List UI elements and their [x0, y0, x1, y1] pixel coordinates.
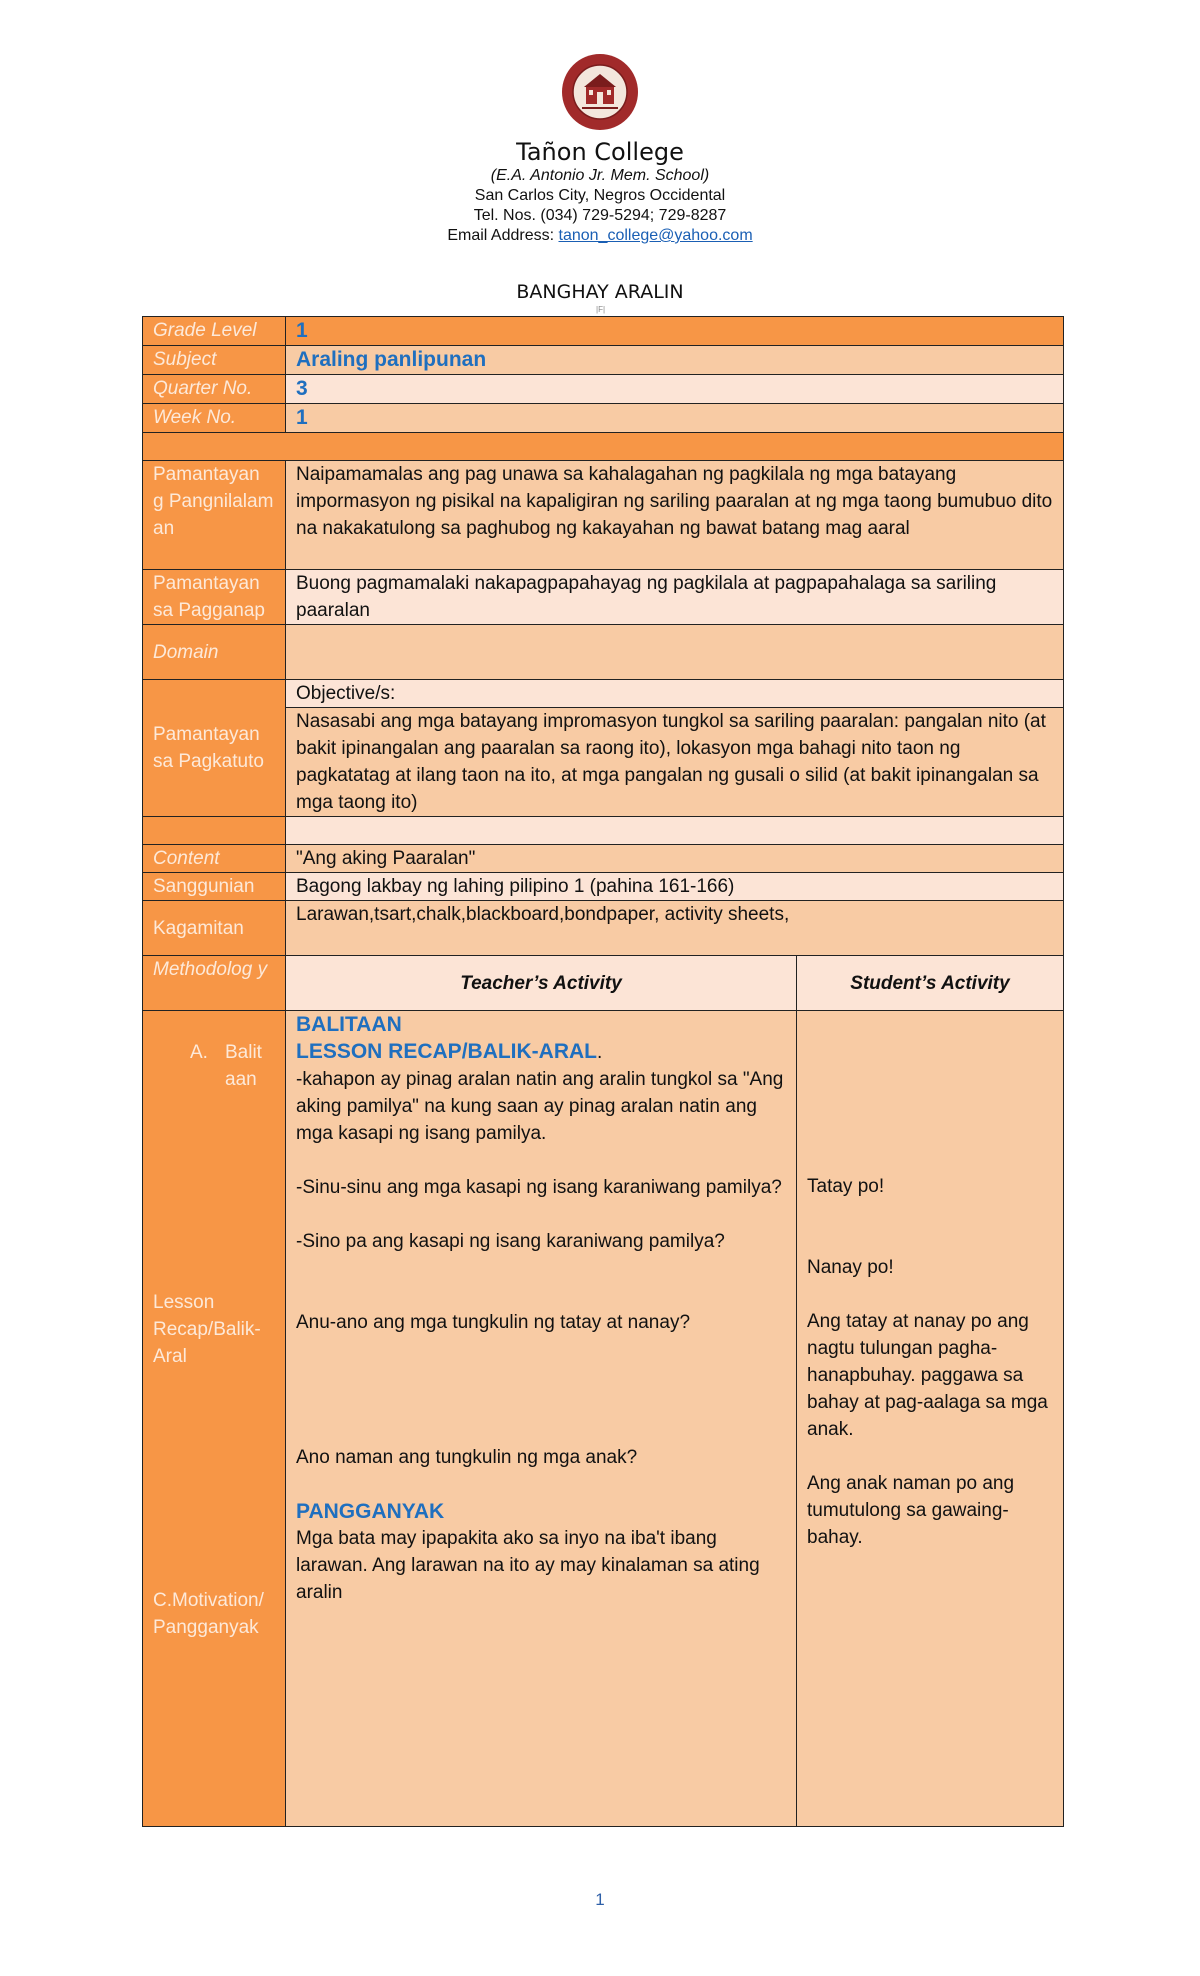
blank-value-cell: [286, 817, 1064, 845]
step-motivation-label: C.Motivation/ Pangganyak: [153, 1590, 264, 1638]
step-a: [190, 1039, 275, 1093]
answer-4: Ang anak naman po ang tumutulong sa gawaing-bahay.: [807, 1473, 1015, 1548]
page-number: 1: [595, 1890, 605, 1909]
balitaan-heading: BALITAAN: [296, 1013, 402, 1036]
domain-label: Domain: [143, 625, 286, 680]
question-2: -Sino pa ang kasapi ng isang karaniwang pamilya?: [296, 1231, 725, 1252]
pangnilalaman-label: Pamantayan g Pangnilalam an: [143, 461, 286, 570]
pangganyak-text: Mga bata may ipapakita ako sa inyo na iba't ibang larawan. Ang larawan na ito ay may kinalaman sa ating aralin: [296, 1528, 760, 1603]
question-4: Ano naman ang tungkulin ng mga anak?: [296, 1447, 638, 1468]
objectives-heading: Objective/s:: [286, 680, 1064, 708]
step-recap-label: Lesson Recap/Balik-Aral: [153, 1292, 261, 1367]
sanggunian-label: Sanggunian: [143, 873, 286, 901]
small-mark: |F|: [596, 305, 606, 314]
sanggunian-value: Bagong lakbay ng lahing pilipino 1 (pahina 161-166): [286, 873, 1064, 901]
quarter-value: 3: [296, 377, 308, 400]
document-title: BANGHAY ARALIN: [516, 281, 684, 303]
student-activity-header: Student’s Activity: [850, 972, 1010, 994]
content-value: "Ang aking Paaralan": [286, 845, 1064, 873]
subject-label: Subject: [143, 346, 286, 375]
email-label: Email Address:: [447, 227, 559, 244]
kagamitan-label: Kagamitan: [143, 901, 286, 956]
college-seal-icon: [560, 52, 640, 132]
pangganyak-heading: PANGGANYAK: [296, 1500, 445, 1523]
pagganap-text: Buong pagmamalaki nakapagpapahayag ng pagkilala at pagpapahalaga sa sariling paaralan: [286, 570, 1064, 625]
college-email-line: [0, 226, 1200, 246]
week-label: Week No.: [143, 404, 286, 433]
kagamitan-value: Larawan,tsart,chalk,blackboard,bondpaper, activity sheets,: [286, 901, 1064, 956]
email-link[interactable]: tanon_college@yahoo.com: [558, 227, 753, 244]
recap-heading: LESSON RECAP/BALIK-ARAL: [296, 1040, 598, 1063]
lesson-plan-table: [142, 316, 1064, 1827]
grade-level-value: 1: [296, 319, 308, 342]
recap-text: -kahapon ay pinag aralan natin ang aralin tungkol sa "Ang aking pamilya" na kung saan ay pinag aralan natin ang mga kasapi ng isang pamilya.: [296, 1069, 784, 1144]
teacher-activity-cell: [286, 1011, 797, 1827]
answer-2: Nanay po!: [807, 1257, 894, 1278]
quarter-label: Quarter No.: [143, 375, 286, 404]
pagkatuto-text: Nasasabi ang mga batayang impromasyon tungkol sa sariling paaralan: pangalan nito (at bakit ipinangalan ang paaralan sa raong ito), lokasyon mga bahagi nito taon ng pagkatatag at ilang taon na ito, at mga pangalan ng gusali o silid (at bakit ipinangalan sa mga taong ito): [286, 708, 1064, 817]
subject-value: Araling panlipunan: [296, 348, 487, 371]
question-1: -Sinu-sinu ang mga kasapi ng isang karaniwang pamilya?: [296, 1177, 782, 1198]
recap-heading-dot: .: [597, 1042, 603, 1063]
student-activity-cell: [797, 1011, 1064, 1827]
separator-row: [143, 433, 1064, 461]
teacher-activity-header: Teacher’s Activity: [460, 972, 622, 994]
week-value: 1: [296, 406, 308, 429]
letterhead: [0, 52, 1200, 246]
methodology-label: Methodolog y: [143, 956, 286, 1011]
pagganap-label: Pamantayan sa Pagganap: [143, 570, 286, 625]
grade-level-label: Grade Level: [143, 317, 286, 346]
answer-3: Ang tatay at nanay po ang nagtu tulungan pagha-hanapbuhay. paggawa sa bahay at pag-aalaga sa mga anak.: [807, 1311, 1048, 1440]
step-a-marker: A.: [190, 1042, 208, 1063]
college-subtitle: (E.A. Antonio Jr. Mem. School): [490, 167, 710, 184]
step-a-label: Balit aan: [225, 1042, 262, 1090]
pangnilalaman-text: Naipamamalas ang pag unawa sa kahalagahan ng pagkilala ng mga batayang impormasyon ng pisikal na kapaligiran ng sariling paaralan at ng mga taong bumubuo dito na nakakatulong sa paghubog ng kakayahan ng bawat batang mag aaral: [286, 461, 1064, 570]
answer-1: Tatay po!: [807, 1176, 885, 1197]
content-label: Content: [143, 845, 286, 873]
domain-value: [286, 625, 1064, 680]
methodology-steps-cell: [143, 1011, 286, 1827]
college-name: Tañon College: [516, 138, 684, 166]
college-address: San Carlos City, Negros Occidental: [474, 187, 726, 204]
question-3: Anu-ano ang mga tungkulin ng tatay at nanay?: [296, 1312, 691, 1333]
college-tel: Tel. Nos. (034) 729-5294; 729-8287: [473, 207, 727, 224]
pagkatuto-label: Pamantayan sa Pagkatuto: [143, 680, 286, 817]
blank-label-cell: [143, 817, 286, 845]
